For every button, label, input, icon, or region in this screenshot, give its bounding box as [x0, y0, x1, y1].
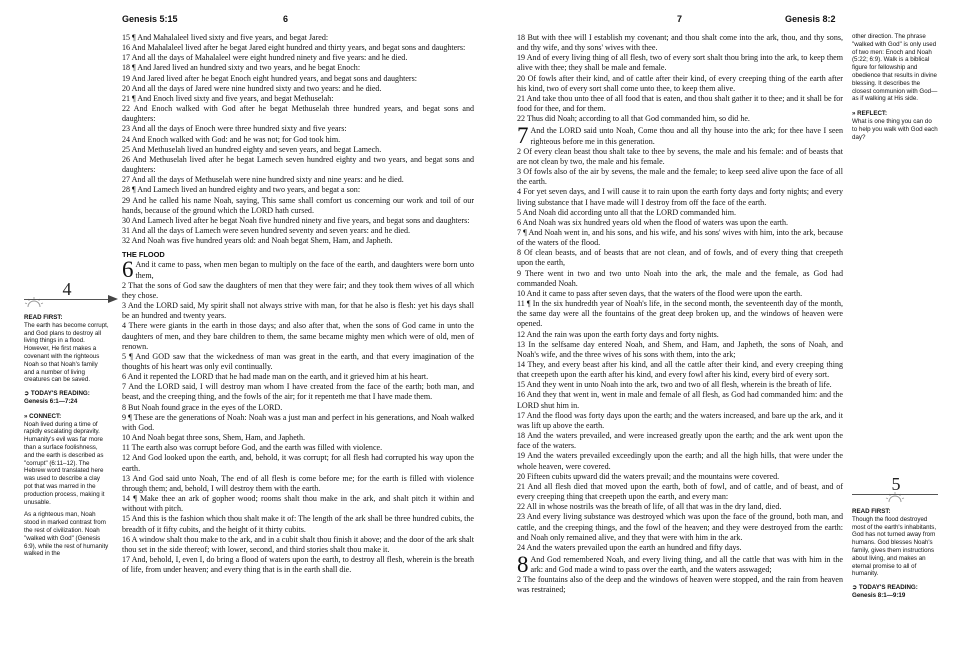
verse: 24 And Enoch walked with God: and he was not; for God took him.	[122, 134, 341, 144]
verse: 16 And Mahalaleel lived after he begat Jared eight hundred and thirty years, and begat sons and daughters:	[122, 43, 466, 53]
verse: 11 The earth also was corrupt before God, and the earth was filled with violence.	[122, 443, 383, 453]
scripture-column-left	[122, 33, 474, 575]
verse-text: And the LORD said unto Noah, Come thou and all thy house into the ark; for thee have I seen righteous before me in this generation.	[530, 126, 843, 146]
verse-text: And it came to pass, when men began to multiply on the face of the earth, and daughters were born unto them,	[135, 260, 474, 280]
verse: 22 Thus did Noah; according to all that God commanded him, so did he.	[517, 114, 750, 124]
verse: 6 And Noah was six hundred years old when the flood of waters was upon the earth.	[517, 217, 789, 227]
pointer-arrow-icon	[108, 295, 118, 303]
sidebar-text: other direction. The phrase "walked with God" is only used of two men: Enoch and Noah (5:22; 6:9). Walk is a biblical figure for fellowship and obedience that results in divine blessing. It describes the closest communion with God—as if walking at His side.	[852, 33, 938, 103]
verse: 18 And the waters prevailed, and were increased greatly upon the earth; and the ark went upon the face of the waters.	[517, 431, 843, 451]
divider	[24, 299, 109, 300]
verse-list	[517, 33, 843, 124]
verse: 18 But with thee will I establish my covenant; and thou shalt come into the ark, thou, and thy sons, and thy wife, and thy sons' wives with thee.	[517, 33, 843, 53]
chapter-number: 8	[517, 551, 529, 577]
verse: 5 And Noah did according unto all that the LORD commanded him.	[517, 207, 737, 217]
verse: 16 A window shalt thou make to the ark, and in a cubit shalt thou finish it above; and the door of the ark shalt thou set in the side thereof; with lower, second, and third stories shalt thou make it.	[122, 534, 474, 554]
sidebar-text: Though the flood destroyed most of the earth's inhabitants, God has not turned away from humans. God blesses Noah's family, gives them instructions about living, and makes an eternal promise to all of humanity.	[852, 515, 937, 578]
sidebar-text: As a righteous man, Noah stood in marked contrast from the rest of civilization. Noah "walked with God" (Genesis 6:9), while the rest of humanity walked in the	[24, 511, 109, 558]
devotion-day-number: 4	[62, 279, 72, 299]
verse: 13 In the selfsame day entered Noah, and Shem, and Ham, and Japheth, the sons of Noah, and Noah's wife, and the three wives of his sons with them, into the ark;	[517, 339, 843, 359]
section-heading: THE FLOOD	[122, 250, 165, 260]
verse: 6 And it repented the LORD that he had made man on the earth, and it grieved him at his heart.	[122, 372, 429, 382]
verse: 21 And take thou unto thee of all food that is eaten, and thou shalt gather it to thee; and it shall be for food for thee, and for them.	[517, 93, 843, 114]
verse: 14 They, and every beast after his kind, and all the cattle after their kind, and every creeping thing that creepeth upon the earth after his kind, and every fowl after his kind, every bird of every sort.	[517, 360, 843, 380]
verse: 12 And the rain was upon the earth forty days and forty nights.	[517, 329, 719, 339]
verse: 8 Of clean beasts, and of beasts that are not clean, and of fowls, and of every thing that creepeth upon the earth,	[517, 248, 843, 268]
sidebar-label: » CONNECT:	[24, 412, 62, 420]
verse: 9 ¶ These are the generations of Noah: Noah was a just man and perfect in his generations, and Noah walked with God.	[122, 412, 474, 432]
verse: 29 And he called his name Noah, saying, This same shall comfort us concerning our work and toil of our hands, because of the ground which the LORD hath cursed.	[122, 195, 474, 215]
verse: 20 Of fowls after their kind, and of cattle after their kind, of every creeping thing of the earth after his kind, two of every sort shall come unto thee, to keep them alive.	[517, 73, 843, 93]
sidebar-text: Noah lived during a time of rapidly escalating depravity. Humanity's evil was far more than a surface foolishness, and the earth is described as "corrupt" (6:11–12). The Hebrew word translated here was used to describe a clay pot that was marred in the production process, making it unusable.	[24, 420, 105, 506]
page-number: 7	[677, 14, 683, 24]
chapter-number: 6	[122, 257, 134, 283]
verse: 22 And Enoch walked with God after he begat Methuselah three hundred years, and begat sons and daughters:	[122, 104, 474, 124]
verse-list	[122, 281, 474, 576]
verse: 10 And Noah begat three sons, Shem, Ham, and Japheth.	[122, 433, 306, 443]
verse: 16 And they that went in, went in male and female of all flesh, as God had commanded him: and the LORD shut him in.	[517, 390, 843, 410]
right-page	[480, 0, 963, 648]
verse: 15 And they went in unto Noah into the ark, two and two of all flesh, wherein is the breath of life.	[517, 380, 832, 390]
verse: 17 And the flood was forty days upon the earth; and the waters increased, and bare up the ark, and it was lift up above the earth.	[517, 410, 843, 430]
verse: 18 ¶ And Jared lived an hundred sixty and two years, and he begat Enoch:	[122, 63, 361, 73]
verse: 27 And all the days of Methuselah were nine hundred sixty and nine years: and he died.	[122, 175, 404, 185]
left-page	[0, 0, 480, 648]
chapter-opening	[122, 257, 474, 283]
chapter-number: 7	[517, 123, 529, 149]
page-number: 6	[283, 14, 289, 24]
verse: 19 And of every living thing of all flesh, two of every sort shalt thou bring into the ark, to keep them alive with thee; they shall be male and female.	[517, 53, 843, 73]
arrow-circle-icon: ➲	[852, 584, 858, 592]
verse: 11 ¶ In the six hundredth year of Noah's life, in the second month, the seventeenth day of the month, the same day were all the fountains of the great deep broken up, and the windows of heaven were opened.	[517, 299, 843, 329]
chapter-opening	[517, 551, 843, 577]
divider	[852, 494, 938, 495]
sidebar-label: » REFLECT:	[852, 110, 888, 118]
sunrise-icon	[885, 491, 905, 503]
sidebar-text: What is one thing you can do to help you walk with God each day?	[852, 117, 938, 141]
verse: 10 And it came to pass after seven days, that the waters of the flood were upon the earth.	[517, 288, 803, 298]
verse: 2 The fountains also of the deep and the windows of heaven were stopped, and the rain from heaven was restrained;	[517, 575, 843, 595]
verse: 23 And every living substance was destroyed which was upon the face of the ground, both man, and cattle, and the creeping things, and the fowl of the heaven; and they were destroyed from the earth: and Noah only remained alive, and they that were with him in the ark.	[517, 512, 843, 542]
chapter-opening	[517, 123, 843, 149]
verse: 25 And Methuselah lived an hundred eighty and seven years, and begat Lamech.	[122, 144, 382, 154]
verse: 31 And all the days of Lamech were seven hundred seventy and seven years: and he died.	[122, 225, 411, 235]
verse: 4 There were giants in the earth in those days; and also after that, when the sons of God came in unto the daughters of men, and they bare children to them, the same became mighty men which were of old, men of renown.	[122, 321, 474, 351]
verse: 20 And all the days of Jared were nine hundred sixty and two years: and he died.	[122, 83, 382, 93]
verse: 30 And Lamech lived after he begat Noah five hundred ninety and five years, and begat sons and daughters:	[122, 215, 470, 225]
verse: 15 ¶ And Mahalaleel lived sixty and five years, and begat Jared:	[122, 33, 329, 42]
verse-list	[517, 147, 843, 553]
sidebar-text: The earth has become corrupt, and God plans to destroy all living things in a flood. However, He first makes a covenant with the righteous Noah so that Noah's family and a number of living creatures can be saved.	[24, 321, 109, 384]
verse: 14 ¶ Make thee an ark of gopher wood; rooms shalt thou make in the ark, and shalt pitch it within and without with pitch.	[122, 494, 474, 514]
verse: 19 And Jared lived after he begat Enoch eight hundred years, and begat sons and daughters:	[122, 73, 417, 83]
verse: 3 Of fowls also of the air by sevens, the male and the female; to keep seed alive upon the face of all the earth.	[517, 167, 843, 187]
sidebar-label: TODAY'S READING:	[30, 390, 90, 398]
verse: 15 And this is the fashion which thou shalt make it of: The length of the ark shall be three hundred cubits, the breadth of it fifty cubits, and the height of it thirty cubits.	[122, 514, 474, 534]
reading-reference: Genesis 8:1—9:19	[852, 591, 906, 599]
sunrise-icon	[24, 296, 44, 308]
verse: 19 And the waters prevailed exceedingly upon the earth; and all the high hills, that were under the whole heaven, were covered.	[517, 451, 843, 471]
verse: 13 And God said unto Noah, The end of all flesh is come before me; for the earth is filled with violence through them; and, behold, I will destroy them with the earth.	[122, 473, 474, 493]
verse: 17 And, behold, I, even I, do bring a flood of waters upon the earth, to destroy all flesh, wherein is the breath of life, from under heaven; and every thing that is in the earth shall die.	[122, 554, 474, 575]
verse: 3 And the LORD said, My spirit shall not always strive with man, for that he also is flesh: yet his days shall be an hundred and twenty years.	[122, 301, 474, 321]
sidebar-label: TODAY'S READING:	[858, 584, 918, 592]
verse: 32 And Noah was five hundred years old: and Noah begat Shem, Ham, and Japheth.	[122, 236, 393, 246]
verse-text: And God remembered Noah, and every living thing, and all the cattle that was with him in the ark: and God made a wind to pass over the earth, and the waters asswaged;	[530, 554, 843, 575]
running-header-ref: Genesis 8:2	[785, 14, 836, 24]
verse: 22 All in whose nostrils was the breath of life, of all that was in the dry land, died.	[517, 502, 782, 512]
running-header-ref: Genesis 5:15	[122, 14, 178, 24]
arrow-circle-icon: ➲	[24, 390, 30, 398]
verse: 2 That the sons of God saw the daughters of men that they were fair; and they took them wives of all which they chose.	[122, 280, 474, 300]
verse: 4 For yet seven days, and I will cause it to rain upon the earth forty days and forty nights; and every living substance that I have made will I destroy from off the face of the earth.	[517, 187, 843, 207]
sidebar-label: READ FIRST:	[24, 314, 63, 321]
devotion-day-number: 5	[891, 474, 901, 494]
verse: 2 Of every clean beast thou shalt take to thee by sevens, the male and his female: and of beasts that are not clean by two, the male and his female.	[517, 146, 843, 166]
verse-list	[122, 33, 474, 246]
verse: 24 And the waters prevailed upon the earth an hundred and fifty days.	[517, 542, 742, 552]
verse: 21 And all flesh died that moved upon the earth, both of fowl, and of cattle, and of beast, and of every creeping thing that creepeth upon the earth, and every man:	[517, 481, 843, 502]
verse: 9 There went in two and two unto Noah into the ark, the male and the female, as God had commanded Noah.	[517, 268, 843, 288]
verse: 8 But Noah found grace in the eyes of the LORD.	[122, 402, 283, 412]
verse: 21 ¶ And Enoch lived sixty and five years, and begat Methuselah:	[122, 93, 334, 103]
scripture-column-right	[517, 33, 843, 596]
verse: 20 Fifteen cubits upward did the waters prevail; and the mountains were covered.	[517, 471, 780, 481]
verse-list	[517, 575, 843, 595]
verse: 5 ¶ And GOD saw that the wickedness of man was great in the earth, and that every imagination of the thoughts of his heart was only evil continually.	[122, 351, 474, 371]
devotion-sidebar	[852, 33, 938, 141]
verse: 12 And God looked upon the earth, and, behold, it was corrupt; for all flesh had corrupted his way upon the earth.	[122, 453, 474, 473]
verse: 28 ¶ And Lamech lived an hundred eighty and two years, and begat a son:	[122, 185, 361, 195]
devotion-sidebar	[24, 314, 109, 558]
devotion-sidebar	[852, 508, 938, 600]
verse: 7 ¶ And Noah went in, and his sons, and his wife, and his sons' wives with him, into the ark, because of the waters of the flood.	[517, 227, 843, 248]
verse: 23 And all the days of Enoch were three hundred sixty and five years:	[122, 124, 347, 134]
reading-reference: Genesis 6:1—7:24	[24, 397, 78, 405]
verse: 17 And all the days of Mahalaleel were eight hundred ninety and five years: and he died.	[122, 53, 408, 63]
sidebar-label: READ FIRST:	[852, 508, 891, 515]
verse: 7 And the LORD said, I will destroy man whom I have created from the face of the earth; both man, and beast, and the creeping thing, and the fowls of the air; for it repenteth me that I have made them.	[122, 382, 474, 402]
verse: 26 And Methuselah lived after he begat Lamech seven hundred eighty and two years, and begat sons and daughters:	[122, 154, 474, 175]
